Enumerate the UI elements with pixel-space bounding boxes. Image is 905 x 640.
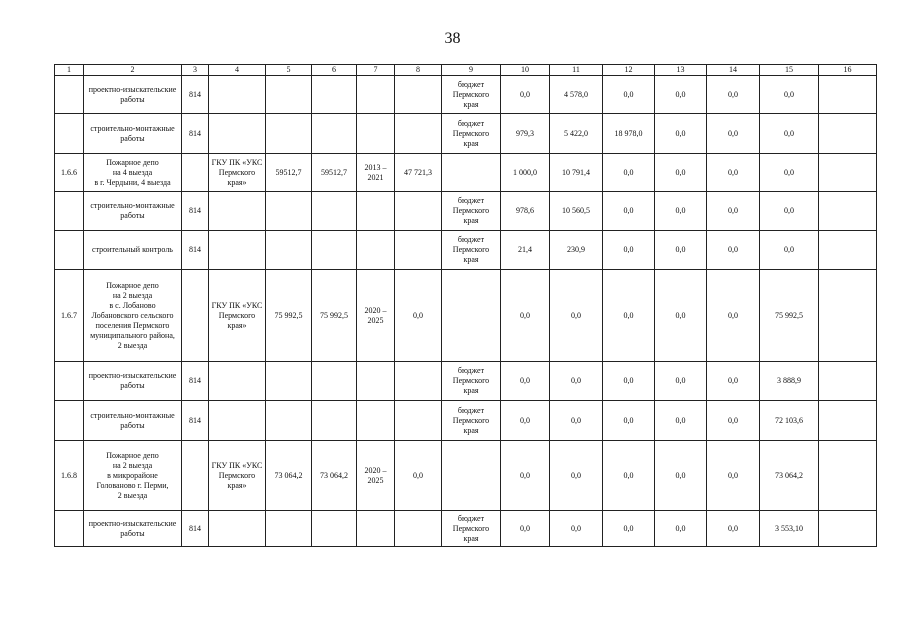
table-cell: строительно-монтажные работы (84, 192, 182, 231)
table-cell: 2013 – 2021 (357, 154, 395, 192)
table-cell: 0,0 (655, 511, 707, 547)
table-cell: 0,0 (603, 362, 655, 401)
table-row (55, 362, 877, 401)
table-cell: 0,0 (655, 231, 707, 270)
table-cell: проектно-изыскательские работы (84, 362, 182, 401)
table-cell: бюджет Пермского края (442, 231, 501, 270)
table-cell: 1 000,0 (501, 154, 550, 192)
table-cell (395, 231, 442, 270)
table-cell: 0,0 (707, 231, 760, 270)
table-cell: 0,0 (707, 511, 760, 547)
table-cell (395, 511, 442, 547)
table-cell (819, 231, 877, 270)
column-header: 10 (501, 65, 550, 76)
table-cell (819, 270, 877, 362)
table-cell: ГКУ ПК «УКС Пермского края» (209, 441, 266, 511)
table-cell (312, 76, 357, 114)
table-cell: 0,0 (603, 76, 655, 114)
table-cell: 230,9 (550, 231, 603, 270)
table-cell: 0,0 (395, 270, 442, 362)
table-row (55, 270, 877, 362)
table-cell: 0,0 (760, 154, 819, 192)
table-cell: 0,0 (395, 441, 442, 511)
table-cell: 0,0 (707, 401, 760, 441)
table-cell: бюджет Пермского края (442, 511, 501, 547)
table-cell: 0,0 (501, 76, 550, 114)
table-cell (819, 76, 877, 114)
table-cell (357, 511, 395, 547)
table-cell: 0,0 (501, 401, 550, 441)
table-cell: 0,0 (550, 401, 603, 441)
table-cell (357, 362, 395, 401)
column-header: 13 (655, 65, 707, 76)
table-cell (209, 114, 266, 154)
table-cell (209, 401, 266, 441)
table-cell: 0,0 (501, 511, 550, 547)
table-cell: 0,0 (603, 441, 655, 511)
table-cell (209, 362, 266, 401)
table-cell: 75 992,5 (266, 270, 312, 362)
table-cell: 0,0 (655, 192, 707, 231)
table-cell: бюджет Пермского края (442, 76, 501, 114)
table-cell: 10 791,4 (550, 154, 603, 192)
table-row (55, 154, 877, 192)
table-cell: ГКУ ПК «УКС Пермского края» (209, 154, 266, 192)
table-cell: 3 553,10 (760, 511, 819, 547)
table-cell (819, 154, 877, 192)
table-cell: 0,0 (707, 192, 760, 231)
table-cell: 0,0 (655, 270, 707, 362)
table-cell (357, 76, 395, 114)
table-cell (312, 401, 357, 441)
table-cell: 1.6.7 (55, 270, 84, 362)
table-cell: 814 (182, 231, 209, 270)
table-cell (819, 114, 877, 154)
table-cell: строительно-монтажные работы (84, 114, 182, 154)
table-cell: 3 888,9 (760, 362, 819, 401)
table-cell: 21,4 (501, 231, 550, 270)
table-cell (395, 114, 442, 154)
table-cell (357, 231, 395, 270)
table-cell (442, 441, 501, 511)
table-cell (266, 192, 312, 231)
table-cell (266, 231, 312, 270)
table-cell: 0,0 (707, 114, 760, 154)
table-cell: 0,0 (655, 114, 707, 154)
column-header: 6 (312, 65, 357, 76)
table-cell (209, 76, 266, 114)
table-cell: 0,0 (550, 270, 603, 362)
table-cell: 814 (182, 511, 209, 547)
column-header: 2 (84, 65, 182, 76)
table-cell (266, 114, 312, 154)
table-cell (395, 362, 442, 401)
table-cell: 0,0 (707, 441, 760, 511)
column-header: 15 (760, 65, 819, 76)
table-cell: 72 103,6 (760, 401, 819, 441)
column-header: 11 (550, 65, 603, 76)
table-row (55, 76, 877, 114)
table-cell: 0,0 (550, 441, 603, 511)
table-cell: 18 978,0 (603, 114, 655, 154)
table-cell: бюджет Пермского края (442, 114, 501, 154)
table-cell: 73 064,2 (266, 441, 312, 511)
table-cell (182, 270, 209, 362)
table-cell (312, 114, 357, 154)
table-cell: 2020 – 2025 (357, 270, 395, 362)
table-cell (266, 401, 312, 441)
table-cell: 47 721,3 (395, 154, 442, 192)
table-cell (819, 192, 877, 231)
table-cell: 814 (182, 76, 209, 114)
table-row (55, 401, 877, 441)
table-cell (55, 192, 84, 231)
table-cell (442, 154, 501, 192)
table-cell: 0,0 (603, 192, 655, 231)
table-cell (55, 362, 84, 401)
table-cell (819, 441, 877, 511)
table-cell: проектно-изыскательские работы (84, 76, 182, 114)
table-cell: 979,3 (501, 114, 550, 154)
table-cell (55, 511, 84, 547)
table-cell: 0,0 (603, 511, 655, 547)
table-cell: 0,0 (707, 270, 760, 362)
column-header: 12 (603, 65, 655, 76)
table-cell: 0,0 (603, 401, 655, 441)
table-cell: строительно-монтажные работы (84, 401, 182, 441)
table-cell: 0,0 (603, 154, 655, 192)
table-cell (209, 511, 266, 547)
table-cell: 0,0 (655, 401, 707, 441)
table-cell: ГКУ ПК «УКС Пермского края» (209, 270, 266, 362)
table-cell (819, 362, 877, 401)
table-cell: 2020 – 2025 (357, 441, 395, 511)
table-cell: 75 992,5 (312, 270, 357, 362)
table-cell: 1.6.8 (55, 441, 84, 511)
table-cell: 0,0 (501, 270, 550, 362)
table-cell (395, 192, 442, 231)
table-cell (266, 362, 312, 401)
table-row (55, 441, 877, 511)
table-cell: 814 (182, 401, 209, 441)
column-header: 5 (266, 65, 312, 76)
table-cell (442, 270, 501, 362)
column-header: 1 (55, 65, 84, 76)
table-row (55, 192, 877, 231)
table-cell: 4 578,0 (550, 76, 603, 114)
table-cell: 0,0 (550, 511, 603, 547)
table-cell (819, 511, 877, 547)
table-cell (312, 192, 357, 231)
column-header: 9 (442, 65, 501, 76)
table-cell (357, 401, 395, 441)
table-cell: Пожарное депо на 4 выезда в г. Чердыни, 4 выезда (84, 154, 182, 192)
table-cell (182, 441, 209, 511)
table-cell: 0,0 (760, 76, 819, 114)
table-cell: 814 (182, 114, 209, 154)
column-header: 7 (357, 65, 395, 76)
table-cell: 59512,7 (312, 154, 357, 192)
table-cell: 73 064,2 (312, 441, 357, 511)
table-cell (312, 231, 357, 270)
table-cell (209, 192, 266, 231)
table-cell: Пожарное депо на 2 выезда в с. Лобаново Лобановского сельского поселения Пермского муниципального района, 2 выезда (84, 270, 182, 362)
column-header: 4 (209, 65, 266, 76)
table-cell: 0,0 (603, 270, 655, 362)
table-cell: 0,0 (760, 231, 819, 270)
table-cell: 0,0 (707, 76, 760, 114)
table-cell: бюджет Пермского края (442, 362, 501, 401)
table-cell: 0,0 (760, 114, 819, 154)
column-header: 16 (819, 65, 877, 76)
header-row (55, 65, 877, 76)
table-cell: 0,0 (550, 362, 603, 401)
budget-table (54, 64, 877, 547)
table-cell: 0,0 (501, 441, 550, 511)
table-cell (55, 114, 84, 154)
table-cell: 0,0 (603, 231, 655, 270)
table-cell: 75 992,5 (760, 270, 819, 362)
table-cell: 814 (182, 362, 209, 401)
table-cell (819, 401, 877, 441)
column-header: 8 (395, 65, 442, 76)
table-cell: 0,0 (655, 76, 707, 114)
table-cell (266, 511, 312, 547)
table-cell: Пожарное депо на 2 выезда в микрорайоне Голованово г. Перми, 2 выезда (84, 441, 182, 511)
table-cell: 0,0 (707, 154, 760, 192)
table-cell (266, 76, 312, 114)
table-cell (55, 76, 84, 114)
table-cell: 5 422,0 (550, 114, 603, 154)
table-row (55, 114, 877, 154)
table-cell (312, 511, 357, 547)
table-cell: 814 (182, 192, 209, 231)
table-cell: строительный контроль (84, 231, 182, 270)
table-cell (395, 76, 442, 114)
table-cell (55, 401, 84, 441)
table-row (55, 231, 877, 270)
table-cell: 1.6.6 (55, 154, 84, 192)
table-cell: 0,0 (760, 192, 819, 231)
table-cell (312, 362, 357, 401)
table-cell: проектно-изыскательские работы (84, 511, 182, 547)
table-cell: 73 064,2 (760, 441, 819, 511)
table-cell: 0,0 (501, 362, 550, 401)
page-number: 38 (444, 30, 461, 47)
table-row (55, 511, 877, 547)
table-cell (55, 231, 84, 270)
table-cell: бюджет Пермского края (442, 401, 501, 441)
table-cell: 978,6 (501, 192, 550, 231)
table-cell: 0,0 (655, 362, 707, 401)
column-header: 3 (182, 65, 209, 76)
table-cell (357, 192, 395, 231)
column-header: 14 (707, 65, 760, 76)
table-cell (395, 401, 442, 441)
table-cell: 0,0 (655, 154, 707, 192)
table-cell (357, 114, 395, 154)
table-cell: бюджет Пермского края (442, 192, 501, 231)
table-cell: 10 560,5 (550, 192, 603, 231)
table-cell: 59512,7 (266, 154, 312, 192)
table-cell: 0,0 (655, 441, 707, 511)
table-cell (182, 154, 209, 192)
table-cell: 0,0 (707, 362, 760, 401)
table-cell (209, 231, 266, 270)
